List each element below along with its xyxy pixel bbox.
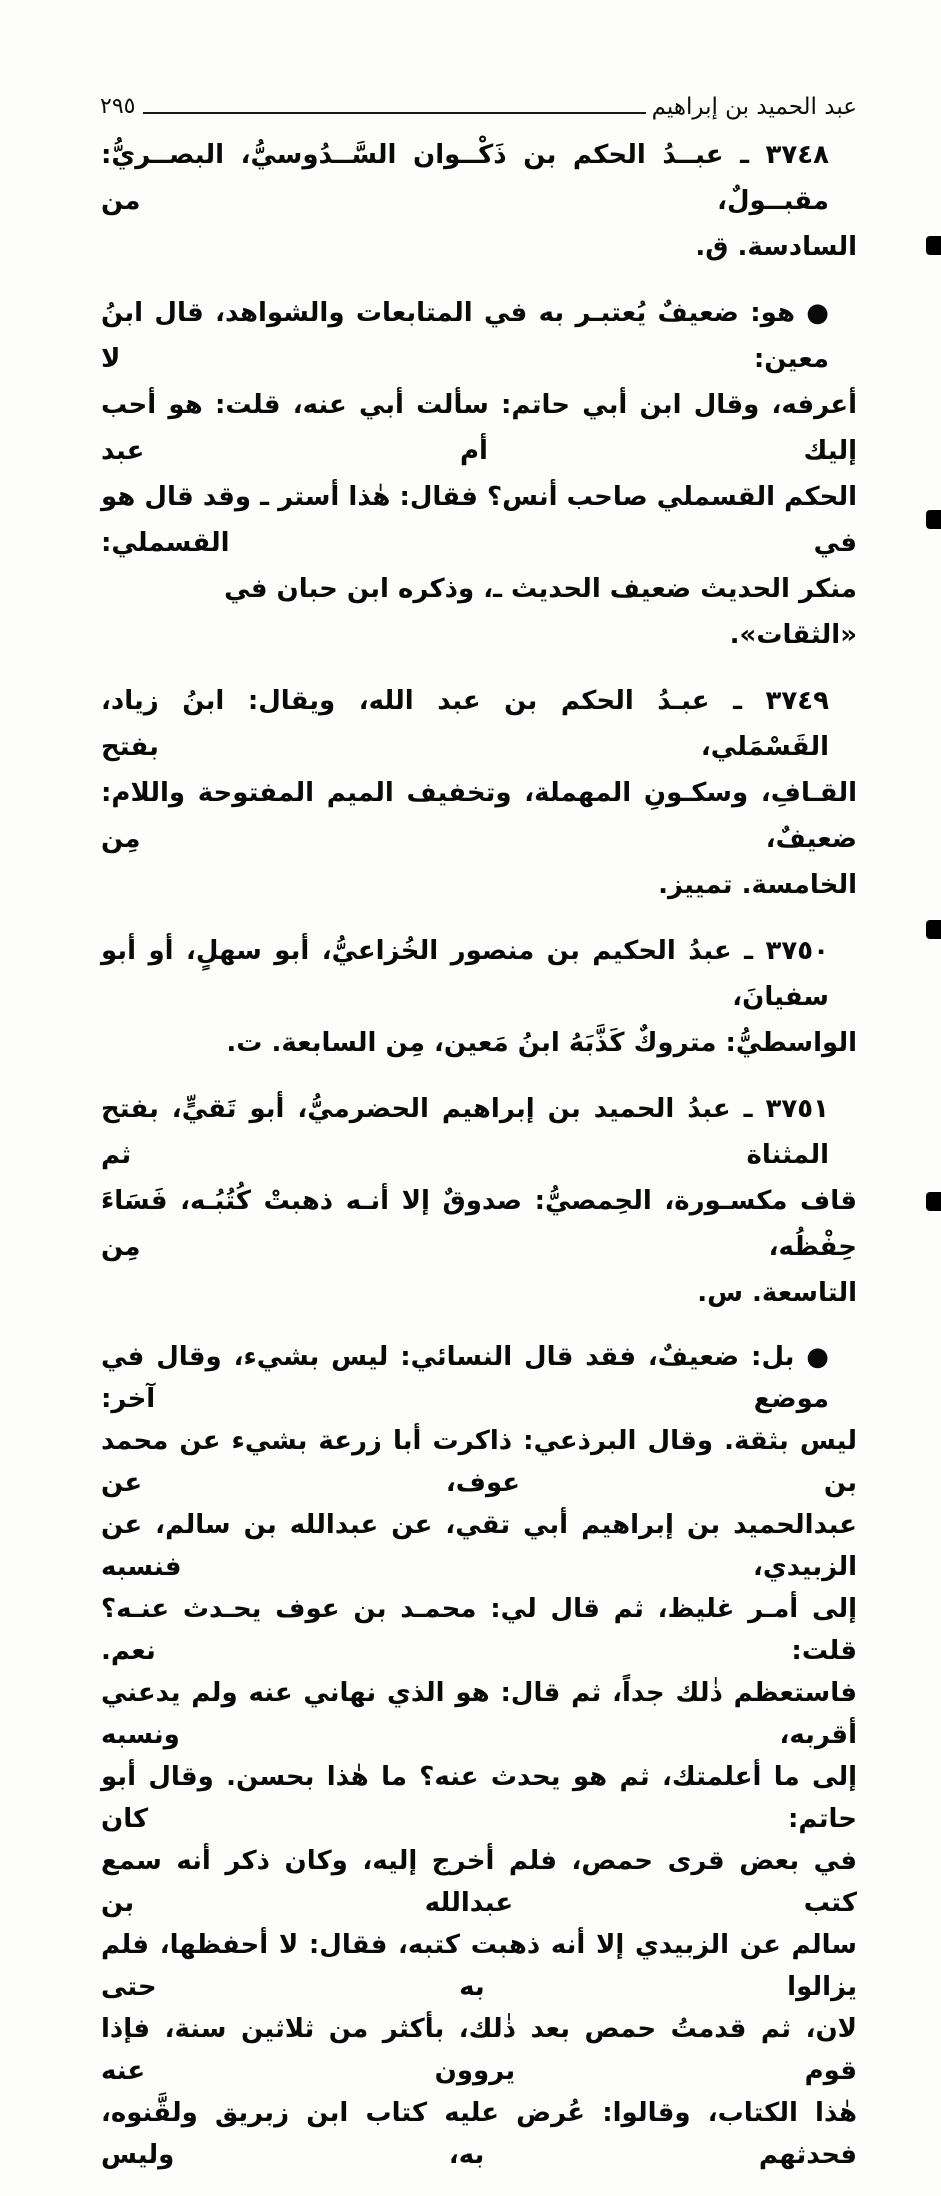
entry-3748 bbox=[101, 132, 857, 270]
note-on-3751-line-4: إلى أمـر غليظ، ثم قال لي: محمـد بن عوف يحـدث عنـه؟ قلت: نعم. bbox=[101, 1594, 857, 1666]
note-on-3748-line-4: منكر الحديث ضعيف الحديث ـ، وذكره ابن حبان في «الثقات». bbox=[224, 574, 857, 650]
note-on-3748-line-1: ● هو: ضعيفٌ يُعتبـر به في المتابعات والشواهد، قال ابنُ معين: لا bbox=[101, 298, 829, 374]
entry-3749 bbox=[101, 678, 857, 908]
entry-3748-line-1: ٣٧٤٨ ـ عبــدُ الحكم بن ذَكْــوان السَّــدُوسيُّ، البصــريُّ: مقبــولٌ، من bbox=[101, 140, 829, 216]
entry-3748-line-2: السادسة. ق. bbox=[695, 232, 857, 262]
entry-3751-line-3: التاسعة. س. bbox=[697, 1278, 857, 1308]
header-rule bbox=[143, 112, 645, 114]
margin-mark-4 bbox=[926, 1192, 941, 1211]
entry-3750-line-1: ٣٧٥٠ ـ عبدُ الحكيم بن منصور الخُزاعيُّ، أبو سهلٍ، أو أبو سفيانَ، bbox=[101, 936, 829, 1012]
note-on-3751-line-9: لان، ثم قدمتُ حمص بعد ذٰلك، بأكثر من ثلاثين سنة، فإذا قوم يروون عنه bbox=[101, 2014, 857, 2086]
note-on-3751-line-8: سالم عن الزبيدي إلا أنه ذهبت كتبه، فقال: لا أحفظها، فلم يزالوا به حتى bbox=[101, 1930, 857, 2002]
note-on-3748 bbox=[101, 290, 857, 658]
entry-3750 bbox=[101, 928, 857, 1066]
entry-3751 bbox=[101, 1086, 857, 1316]
note-on-3751-line-7: في بعض قرى حمص، فلم أخرج إليه، وكان ذكر أنه سمع كتب عبدالله بن bbox=[101, 1846, 857, 1918]
note-on-3751-line-2: ليس بثقة. وقال البرذعي: ذاكرت أبا زرعة بشيء عن محمد بن عوف، عن bbox=[101, 1426, 857, 1498]
margin-mark-2 bbox=[926, 510, 941, 529]
note-on-3751-line-10: هٰذا الكتاب، وقالوا: عُرض عليه كتاب ابن زبريق ولقَّنوه، فحدثهم به، وليس bbox=[101, 2098, 857, 2170]
page-header bbox=[100, 92, 857, 122]
note-on-3751-line-3: عبدالحميد بن إبراهيم أبي تقي، عن عبدالله بن سالم، عن الزبيدي، فنسبه bbox=[101, 1510, 857, 1582]
note-on-3751-line-5: فاستعظم ذٰلك جداً، ثم قال: هو الذي نهاني عنه ولم يدعني أقربه، ونسبه bbox=[101, 1678, 857, 1750]
entry-3750-line-2: الواسطيُّ: متروكٌ كَذَّبَهُ ابنُ مَعين، مِن السابعة. ت. bbox=[226, 1028, 857, 1058]
note-on-3748-line-3: الحكم القسملي صاحب أنس؟ فقال: هٰذا أستر ـ وقد قال هو في القسملي: bbox=[101, 482, 857, 558]
entry-3751-line-1: ٣٧٥١ ـ عبدُ الحميد بن إبراهيم الحضرميُّ، أبو تَقيٍّ، بفتح المثناة ثم bbox=[101, 1094, 829, 1170]
margin-mark-1 bbox=[926, 236, 941, 255]
page-number: ٢٩٥ bbox=[100, 94, 136, 119]
entry-3749-line-3: الخامسة. تمييز. bbox=[658, 870, 857, 900]
note-on-3748-line-2: أعرفه، وقال ابن أبي حاتم: سألت أبي عنه، قلت: هو أحب إليك أم عبد bbox=[101, 390, 857, 466]
entry-3751-line-2: قاف مكسـورة، الحِمصيُّ: صدوقٌ إلا أنـه ذهبتْ كُتُبُـه، فَسَاءَ حِفْظُه، مِن bbox=[101, 1186, 857, 1262]
note-on-3751-line-1: ● بل: ضعيفٌ، فقد قال النسائي: ليس بشيء، وقال في موضع آخر: bbox=[101, 1342, 829, 1414]
note-on-3751 bbox=[101, 1336, 857, 2176]
margin-mark-3 bbox=[926, 920, 941, 939]
entry-3749-line-1: ٣٧٤٩ ـ عبـدُ الحكم بن عبد الله، ويقال: ابنُ زياد، القَسْمَلي، بفتح bbox=[101, 686, 829, 762]
note-on-3751-line-6: إلى ما أعلمتك، ثم هو يحدث عنه؟ ما هٰذا بحسن. وقال أبو حاتم: كان bbox=[101, 1762, 857, 1834]
running-head: عبد الحميد بن إبراهيم bbox=[651, 94, 857, 120]
entry-3749-line-2: القـافِ، وسكـونِ المهملة، وتخفيف الميم المفتوحة واللام: ضعيفٌ، مِن bbox=[101, 778, 857, 854]
page-body bbox=[101, 132, 857, 2196]
